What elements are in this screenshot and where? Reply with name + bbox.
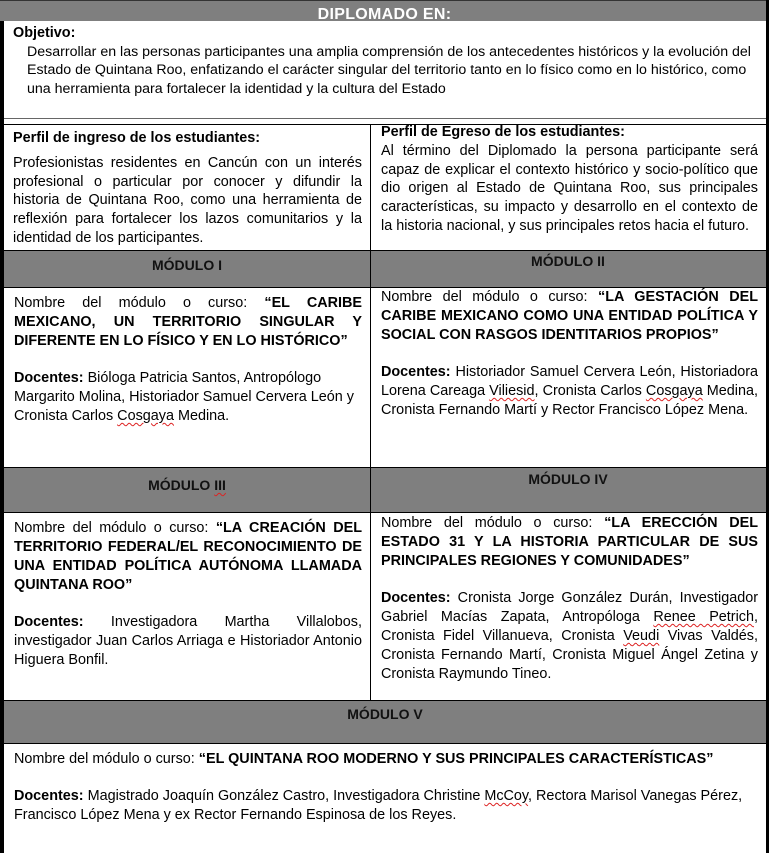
modulo-v-header: MÓDULO V (347, 706, 423, 722)
modulo-i-name-label: Nombre del módulo o curso: (14, 295, 248, 311)
modulo-ii-name-label: Nombre del módulo o curso: (381, 289, 588, 305)
modulo-ii-docentes: Historiador Samuel Cervera León, Historiadora Lorena Careaga (381, 364, 759, 399)
modulo-ii-docentes-sq1: Viliesid (489, 383, 535, 399)
modulo-ii-name: “LA GESTACIÓN DEL CARIBE MEXICANO COMO UNA ENTIDAD POLÍTICA Y SOCIAL CON RASGOS IDENTITARIOS PROPIOS” (381, 289, 758, 343)
modulo-ii-docentes-sq2: Cosgaya (645, 383, 703, 399)
perfil-egreso-text: Al término del Diplomado la persona participante será capaz de explicar el contexto histórico y socio-político que dio origen al Estado de Quintana Roo, sus principales características, su impacto y desarrollo en el contexto de la historia nacional, y sus principales retos hacia el futuro. (381, 142, 758, 234)
modulo-iii-header (4, 477, 370, 493)
perfil-ingreso-text: Profesionistas residentes en Cancún con un interés profesional o particular por conocer y difundir la historia de Quintana Roo, como una herramienta de reflexión para fortalecer los lazos comunitarios y la identidad de los participantes. (13, 154, 362, 246)
modulo-iv-name-label: Nombre del módulo o curso: (381, 515, 593, 531)
perfil-ingreso-cell (13, 129, 362, 248)
objetivo-section (13, 24, 758, 98)
modulo-iv-docentes-end: Vivas Valdés, Cronista Fernando Martí, Cronista Miguel Ángel Zetina y Cronista Raymundo Tineo. (381, 628, 758, 682)
perfil-egreso-label: Perfil de Egreso de los estudiantes: (381, 124, 625, 140)
modulo-iv-docentes: Cronista Jorge González Durán, Investigador Gabriel Macías Zapata, Antropóloga (381, 590, 758, 625)
modulo-iii-header-numeral: III (214, 477, 226, 493)
modulo-i-docentes-label: Docentes: (14, 370, 84, 386)
perfil-ingreso-label: Perfil de ingreso de los estudiantes: (13, 130, 261, 146)
modulo-v-docentes: Magistrado Joaquín González Castro, Investigadora Christine (87, 788, 481, 804)
modulo-i-cell (14, 294, 362, 426)
modulo-iv-header: MÓDULO IV (528, 471, 608, 487)
modulo-v-name: “EL QUINTANA ROO MODERNO Y SUS PRINCIPALES CARACTERÍSTICAS” (198, 751, 714, 767)
modulo-iv-docentes-label: Docentes: (381, 590, 451, 606)
modulo-i-ii-header-row (4, 250, 766, 288)
modulo-iii-iv-header-row (4, 467, 766, 513)
modulo-iv-cell (381, 514, 758, 684)
modulo-iii-cell (14, 519, 362, 670)
modulo-ii-header: MÓDULO II (531, 253, 605, 269)
modulo-v-docentes-end: , Rectora Marisol Vanegas Pérez, Francisco López Mena y ex Rector Fernando Espinosa de los Reyes. (14, 788, 743, 823)
modulo-v-name-label: Nombre del módulo o curso: (14, 751, 195, 767)
modulo-v-cell (14, 750, 758, 825)
objetivo-text: Desarrollar en las personas participantes una amplia comprensión de los antecedentes históricos y la evolución del Estado de Quintana Roo, enfatizando el carácter singular del territorio tanto en lo físico como en lo histórico, como una herramienta para fortalecer la identidad y la cultura del Estado (27, 43, 751, 97)
document-title: DIPLOMADO EN: (317, 6, 452, 23)
modulo-iii-header-text: MÓDULO (148, 477, 211, 493)
modulo-v-docentes-sq: McCoy (484, 788, 529, 804)
modulo-v-header-row (4, 700, 766, 744)
modulo-iv-docentes-sq1: Renee Petrich (653, 609, 754, 625)
modulo-iii-docentes: Investigadora Martha Villalobos, investigador Juan Carlos Arriaga e Historiador Antonio Higuera Bonfil. (14, 614, 362, 668)
modulo-ii-docentes-label: Docentes: (381, 364, 451, 380)
modulo-iv-docentes-mid: , Cronista Fidel Villanueva, Cronista (381, 609, 758, 644)
modulo-iii-name-label: Nombre del módulo o curso: (14, 520, 209, 536)
modulo-ii-cell (381, 288, 758, 420)
document-header (0, 0, 769, 21)
modulo-iv-docentes-sq2: Veudi (623, 628, 660, 644)
modulo-iii-name: “LA CREACIÓN DEL TERRITORIO FEDERAL/EL RECONOCIMIENTO DE UNA ENTIDAD POLÍTICA AUTÓNOMA LLAMADA QUINTANA ROO” (14, 520, 362, 593)
modulo-i-name: “EL CARIBE MEXICANO, UN TERRITORIO SINGULAR Y DIFERENTE EN LO FÍSICO Y EN LO HISTÓRICO” (14, 295, 362, 349)
modulo-i-header: MÓDULO I (152, 257, 222, 273)
modulo-ii-docentes-mid: , Cronista Carlos (534, 383, 642, 399)
modulo-i-docentes-sq: Cosgaya (117, 408, 174, 424)
column-divider (370, 124, 371, 250)
modulo-iv-name: “LA ERECCIÓN DEL ESTADO 31 Y LA HISTORIA PARTICULAR DE SUS PRINCIPALES REGIONES Y COMUNIDADES” (381, 515, 758, 569)
left-border (0, 21, 4, 853)
modulo-i-docentes-end: Medina. (177, 408, 230, 424)
objetivo-label: Objetivo: (13, 25, 76, 41)
modulo-i-docentes: Bióloga Patricia Santos, Antropólogo Margarito Molina, Historiador Samuel Cervera León y Cronista Carlos (14, 370, 354, 424)
modulo-iii-docentes-label: Docentes: (14, 614, 84, 630)
modulo-ii-docentes-end: Medina, Cronista Fernando Martí y Rector Francisco López Mena. (381, 383, 758, 418)
modulo-v-docentes-label: Docentes: (14, 788, 84, 804)
perfil-egreso-cell (381, 123, 758, 236)
